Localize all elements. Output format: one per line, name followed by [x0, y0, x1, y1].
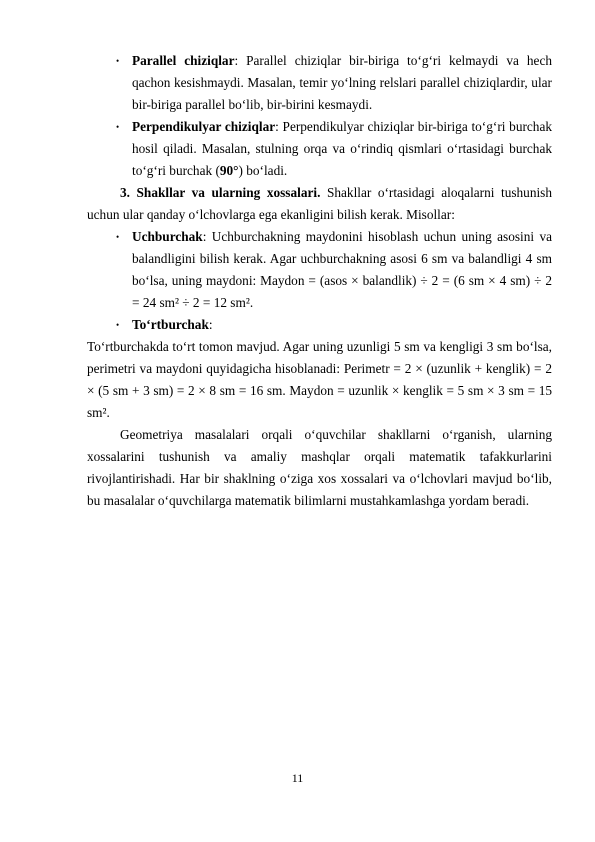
list-item-triangle [87, 226, 552, 314]
bullet-icon: • [116, 122, 120, 132]
list-item-perpendicular-lines [87, 116, 552, 182]
definition-perpendicular-lines-end: ) bo‘ladi. [238, 163, 288, 178]
right-angle-value: 90° [219, 163, 239, 178]
section-heading: 3. Shakllar va ularning xossalari. [120, 185, 321, 200]
bullet-icon: • [116, 232, 120, 242]
paragraph-conclusion: Geometriya masalalari orqali o‘quvchilar shakllarni o‘rganish, ularning xossalarini tushunish va amaliy mashqlar orqali matematik tafakkurlarini rivojlantirishadi. Har bir shaklning o‘ziga xos xossalari va o‘lchovlari mavjud bo‘lib, bu masalalar o‘quvchilarga matematik bilimlarni mustahkamlashga yordam beradi. [87, 427, 552, 508]
bullet-icon: • [116, 56, 120, 66]
definition-parallel-lines: : Parallel chiziqlar bir-biriga to‘g‘ri kelmaydi va hech qachon kesishmaydi. Masalan, temir yo‘lning relslari parallel chiziqlardir, ular bir-biriga parallel bo‘lib, bir-birini kesmaydi. [132, 53, 552, 112]
section-intro-text: Shakllar o‘rtasidagi aloqalarni tushunish uchun ular qanday o‘lchovlarga ega ekanligini bilish kerak. Misollar: [87, 185, 552, 222]
term-parallel-lines: Parallel chiziqlar [132, 53, 235, 68]
term-perpendicular-lines: Perpendikulyar chiziqlar [132, 119, 276, 134]
list-item-parallel-lines [87, 50, 552, 116]
term-rectangle: To‘rtburchak [132, 317, 209, 332]
section-shapes-properties [87, 182, 552, 226]
page-number: 11 [291, 771, 304, 785]
definition-triangle: : Uchburchakning maydonini hisoblash uchun uning asosini va balandligini bilish kerak. Agar uchburchakning asosi 6 sm va balandligi 4 sm bo‘lsa, uning maydoni: Maydon = (asos × balandlik) ÷ 2 = (6 sm × 4 sm) ÷ 2 = 24 sm² ÷ 2 = 12 sm². [132, 229, 552, 310]
definition-perpendicular-lines: : Perpendikulyar chiziqlar bir-biriga to‘g‘ri burchak hosil qiladi. Masalan, stulning orqa va o‘rindiq qismlari o‘rtasidagi burchak to‘g‘ri burchak ( [132, 119, 553, 178]
term-rectangle-colon: : [208, 317, 213, 332]
term-triangle: Uchburchak [132, 229, 203, 244]
bullet-icon: • [116, 320, 120, 330]
paragraph-rectangle: To‘rtburchakda to‘rt tomon mavjud. Agar uning uzunligi 5 sm va kengligi 3 sm bo‘lsa, perimetri va maydoni quyidagicha hisoblanadi: Perimetr = 2 × (uzunlik + kenglik) = 2 × (5 sm + 3 sm) = 2 × 8 sm = 16 sm. Maydon = uzunlik × kenglik = 5 sm × 3 sm = 15 sm². [87, 339, 552, 420]
list-item-rectangle [87, 314, 552, 336]
document-page [87, 50, 552, 512]
